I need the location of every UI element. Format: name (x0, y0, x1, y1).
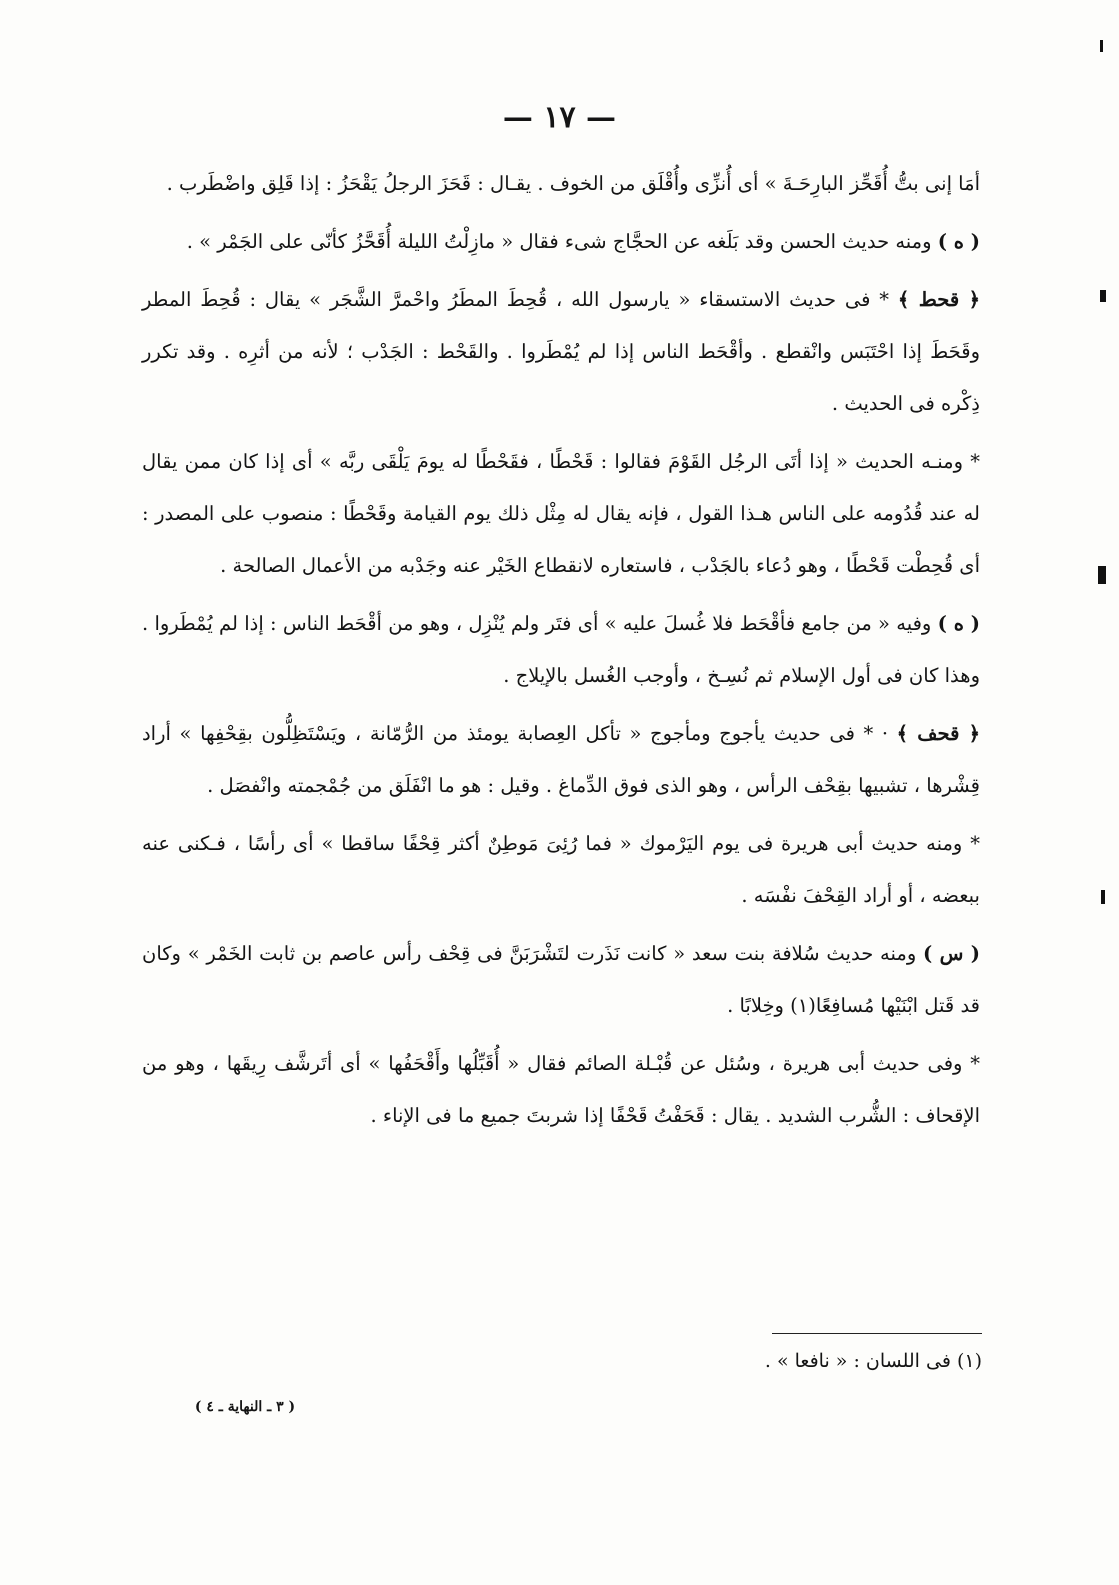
paragraph-text: · * فى حديث يأجوج ومأجوج « تأكل العِصابة يومئذ من الرُّمّانة ، ويَسْتَظِلُّون بقِحْفِها » أراد قِشْرها ، تشبيها بقِحْف الرأس ، وهو الذى فوق الدِّماغ . وقيل : هو ما انْفَلَق من جُمْجمته وانْفصَل . (142, 722, 980, 797)
entry-heading: ﴿ قحف ﴾ (896, 722, 981, 745)
source-marker: ( ه ) (937, 230, 980, 253)
paragraph-text: * وفى حديث أبى هريرة ، وسُئل عن قُبْـلة الصائم فقال « أُقَبِّلُها وأَقْحَفُها » أى أتَرشَّف رِيقَها ، وهو من الإقحاف : الشُّرب الشديد . يقال : قَحَفْتُ قَحْفًا إذا شربتَ جميع ما فى الإناء . (142, 1052, 980, 1127)
paragraph (142, 158, 980, 210)
paragraph-text: * فى حديث الاستسقاء « يارسول الله ، قُحِطَ المطَرُ واحْمرَّ الشَّجَر » يقال : قُحِطَ المطر وقَحَطَ إذا احْتَبَس وانْقطع . وأقْحَط الناس إذا لم يُمْطَروا . والقَحْط : الجَدْب ؛ لأنه من أثرِه . وقد تكرر ذِكْره فى الحديث . (142, 288, 980, 415)
footnote-divider (772, 1333, 982, 1334)
scan-edge-mark (1101, 890, 1105, 904)
paragraph (142, 708, 980, 812)
footnote: (١) فى اللسان : « نافعا » . (764, 1350, 982, 1372)
paragraph-text: ومنه حديث الحسن وقد بَلَغه عن الحجَّاج شىء فقال « مازِلْتُ الليلة أُقَحَّزُ كأنّى على الجَمْر » . (186, 230, 932, 253)
scan-edge-mark (1100, 40, 1103, 52)
scan-edge-mark (1100, 290, 1106, 302)
paragraph (142, 436, 980, 592)
signature-mark: ( ٣ ـ النهاية ـ ٤ ) (194, 1399, 296, 1415)
paragraph (142, 1038, 980, 1142)
source-marker: ( ه ) (937, 612, 980, 635)
paragraph (142, 818, 980, 922)
page-number: — ١٧ — (502, 100, 617, 135)
source-marker: ( س ) (923, 942, 981, 965)
paragraph (142, 598, 980, 702)
paragraph (142, 274, 980, 430)
paragraph-text: ومنه حديث سُلافة بنت سعد « كانت نَذَرت لتَشْرَبَنَّ فى قِحْف رأس عاصم بن ثابت الخَمْر » وكان قد قَتل ابْنَيْها مُسافِعًا(١) وخِلابًا . (142, 942, 980, 1017)
entry-heading: ﴿ قحط ﴾ (897, 288, 980, 311)
scan-edge-mark (1098, 566, 1106, 584)
paragraph-text: * ومنـه الحديث « إذا أتَى الرجُل القَوْمَ فقالوا : قَحْطًا ، فقَحْطًا له يومَ يَلْقَى ربَّه » أى إذا كان ممن يقال له عند قُدُومه على الناس هـذا القول ، فإنه يقال له مِثْل ذلك يوم القيامة وقَحْطًا : منصوب على المصدر : أى قُحِطْت قَحْطًا ، وهو دُعاء بالجَدْب ، فاستعاره لانقطاع الخَيْر عنه وجَدْبه من الأعمال الصالحة . (142, 450, 980, 577)
paragraph-text: وفيه « من جامع فأقْحَط فلا غُسلَ عليه » أى فتَر ولم يُنْزِل ، وهو من أقْحَط الناس : إذا لم يُمْطَروا . وهذا كان فى أول الإسلام ثم نُسِـخ ، وأوجب الغُسل بالإيلاج . (142, 612, 980, 687)
paragraph-text: * ومنه حديث أبى هريرة فى يوم اليَرْموك « فما رُئِىَ مَوطِنٌ أكثر قِحْفًا ساقطا » أى رأسًا ، فـكنى عنه ببعضه ، أو أراد القِحْفَ نفْسَه . (142, 832, 980, 907)
paragraph (142, 928, 980, 1032)
paragraph (142, 216, 980, 268)
paragraph-text: أمَا إنى بتُّ أُقَحِّز البارِحَـةَ » أى أُنزِّى وأُقْلَق من الخوف . يقـال : قَحَزَ الرجلُ يَقْحَزُ : إذا قَلِق واضْطَرب . (166, 172, 980, 195)
entry-text (142, 158, 980, 1142)
